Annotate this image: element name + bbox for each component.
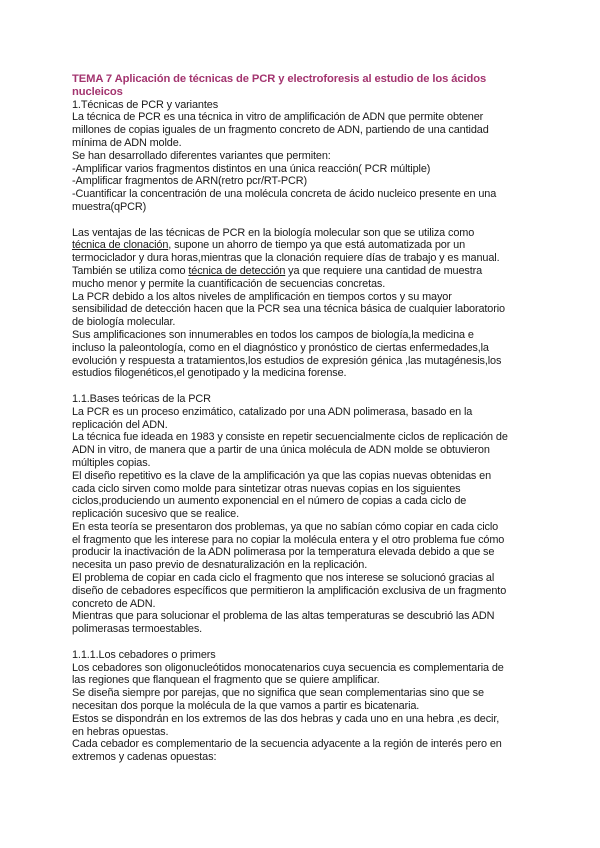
text-line — [72, 572, 542, 585]
text-line — [72, 726, 542, 739]
text-line — [72, 610, 542, 623]
text-segment: El problema de copiar en cada ciclo el fragmento que nos interese se solucionó gracias al — [72, 572, 495, 585]
text-segment: 1.1.1.Los cebadores o primers — [72, 648, 216, 661]
text-line — [72, 227, 542, 240]
text-segment: Mientras que para solucionar el problema de las altas temperaturas se descubrió las ADN — [72, 610, 495, 623]
text-line — [72, 483, 542, 496]
text-line — [72, 470, 542, 483]
text-line — [72, 419, 542, 432]
text-segment: En esta teoría se presentaron dos problemas, ya que no sabían cómo copiar en cada ciclo — [72, 520, 499, 533]
text-line — [72, 559, 542, 572]
section-cebadores — [72, 649, 542, 764]
paragraph-gap — [72, 636, 542, 649]
text-segment: -Amplificar varios fragmentos distintos en una única reacción( PCR múltiple) — [72, 162, 431, 175]
text-line — [72, 457, 542, 470]
text-line — [72, 111, 542, 124]
text-segment: diseño de cebadores específicos que permitieron la amplificación exclusiva de un fragmento — [72, 584, 507, 597]
text-segment: extremos y cadenas opuestas: — [72, 751, 217, 764]
text-line — [72, 713, 542, 726]
text-segment: Sus amplificaciones son innumerables en todos los campos de biología,la medicina e — [72, 328, 474, 341]
text-segment: ciclos,produciendo un aumento exponencial en el número de copias a cada ciclo de — [72, 495, 467, 508]
paragraph-gap — [72, 380, 542, 393]
text-line — [72, 534, 542, 547]
text-line — [72, 521, 542, 534]
text-segment: muestra(qPCR) — [72, 200, 147, 213]
text-segment: replicación sucesivo que se realice. — [72, 508, 239, 521]
text-segment: producir la inactivación de la ADN polimerasa por la temperatura elevada debido a que se — [72, 546, 495, 559]
text-line — [72, 175, 542, 188]
document-title — [72, 73, 542, 99]
text-line — [72, 662, 542, 675]
text-segment: La técnica de PCR es una técnica in vitro de amplificación de ADN que permite obtener — [72, 111, 484, 124]
text-line — [72, 431, 542, 444]
text-line — [72, 265, 542, 278]
text-line — [72, 406, 542, 419]
text-segment: La técnica fue ideada en 1983 y consiste en repetir secuencialmente ciclos de replicación de — [72, 431, 508, 444]
text-segment: La PCR es un proceso enzimático, catalizado por una ADN polimerasa, basado en la — [72, 405, 473, 418]
text-segment: , supone un ahorro de tiempo ya que está automatizada por un — [168, 239, 466, 252]
text-line — [72, 393, 542, 406]
text-segment: 1.1.Bases teóricas de la PCR — [72, 392, 211, 405]
text-segment: mínima de ADN molde. — [72, 136, 182, 149]
text-segment: sensibilidad de detección hacen que la PCR sea una técnica básica de cualquier laboratorio — [72, 303, 505, 316]
text-segment: Los cebadores son oligonucleótidos monocatenarios cuya secuencia es complementaria de — [72, 661, 504, 674]
section-tecnicas-pcr — [72, 99, 542, 214]
text-segment: La PCR debido a los altos niveles de amplificación en tiempos cortos y su mayor — [72, 290, 452, 303]
text-line — [72, 585, 542, 598]
text-segment: evolución y respuesta a tratamientos,los estudios de expresión génica ,las mutagénesis,los — [72, 354, 502, 367]
text-line — [72, 367, 542, 380]
text-line — [72, 252, 542, 265]
text-line — [72, 495, 542, 508]
text-segment: termociclador y dura horas,mientras que la clonación requiere días de trabajo y es manual. — [72, 252, 500, 265]
text-line — [72, 316, 542, 329]
title-line: nucleicos — [72, 85, 123, 98]
text-segment: necesita un paso previo de desnaturalización en la replicación. — [72, 559, 368, 572]
text-segment: cada ciclo sirven como molde para sintetizar otras nuevas copias en los siguientes — [72, 482, 461, 495]
text-line — [72, 342, 542, 355]
text-segment: -Cuantificar la concentración de una molécula concreta de ácido nucleico presente en una — [72, 188, 497, 201]
text-segment: -Amplificar fragmentos de ARN(retro pcr/RT-PCR) — [72, 175, 308, 188]
text-segment: estudios filogenéticos,el genotipado y la medicina forense. — [72, 367, 347, 380]
text-segment: concreto de ADN. — [72, 597, 156, 610]
text-segment: mucho menor y permite la cuantificación de secuencias concretas. — [72, 277, 386, 290]
text-line — [72, 99, 542, 112]
text-segment: También se utiliza como — [72, 264, 189, 277]
text-segment: Las ventajas de las técnicas de PCR en la biología molecular son que se utiliza como — [72, 226, 475, 239]
text-segment: Se han desarrollado diferentes variantes que permiten: — [72, 149, 331, 162]
text-line — [72, 444, 542, 457]
underlined-term: técnica de clonación — [72, 239, 169, 252]
text-line — [72, 738, 542, 751]
text-line — [72, 751, 542, 764]
text-segment: El diseño repetitivo es la clave de la amplificación ya que las copias nuevas obtenidas en — [72, 469, 492, 482]
document-body — [72, 73, 542, 764]
text-line — [72, 303, 542, 316]
text-line — [72, 623, 542, 636]
text-segment: las regiones que flanquean el fragmento que se quiere amplificar. — [72, 674, 380, 687]
section-bases-teoricas — [72, 393, 542, 636]
text-segment: incluso la paleontología, como en el diagnóstico y pronóstico de ciertas enfermedades,la — [72, 341, 489, 354]
text-line — [72, 598, 542, 611]
text-line — [72, 700, 542, 713]
text-line — [72, 188, 542, 201]
text-segment: el fragmento que les interese para no copiar la molécula entera y el otro problema fue cómo — [72, 533, 505, 546]
text-line — [72, 291, 542, 304]
text-line — [72, 674, 542, 687]
text-line — [72, 649, 542, 662]
text-segment: 1.Técnicas de PCR y variantes — [72, 98, 219, 111]
text-segment: ADN in vitro, de manera que a partir de una única molécula de ADN molde se obtuvieron — [72, 444, 490, 457]
text-segment: replicación del ADN. — [72, 418, 168, 431]
text-segment: Estos se dispondrán en los extremos de las dos hebras y cada uno en una hebra ,es decir, — [72, 712, 500, 725]
title-line: TEMA 7 Aplicación de técnicas de PCR y electroforesis al estudio de los ácidos — [72, 73, 487, 85]
text-segment: polimerasas termoestables. — [72, 623, 203, 636]
text-line — [72, 124, 542, 137]
text-line — [72, 239, 542, 252]
text-line — [72, 278, 542, 291]
text-segment: Se diseña siempre por parejas, que no significa que sean complementarias sino que se — [72, 687, 484, 700]
text-segment: múltiples copias. — [72, 456, 151, 469]
text-segment: necesitan dos porque la molécula de la que vamos a partir es bicatenaria. — [72, 700, 420, 713]
text-line — [72, 546, 542, 559]
text-segment: ya que requiere una cantidad de muestra — [285, 264, 483, 277]
section-ventajas-pcr — [72, 227, 542, 381]
text-segment: Cada cebador es complementario de la secuencia adyacente a la región de interés pero en — [72, 738, 502, 751]
text-segment: millones de copias iguales de un fragmento concreto de ADN, partiendo de una cantidad — [72, 124, 489, 137]
text-segment: de biología molecular. — [72, 316, 176, 329]
underlined-term: técnica de detección — [188, 264, 286, 277]
paragraph-gap — [72, 214, 542, 227]
text-line — [72, 355, 542, 368]
text-line — [72, 150, 542, 163]
text-line — [72, 329, 542, 342]
text-line — [72, 508, 542, 521]
text-segment: en hebras opuestas. — [72, 725, 169, 738]
text-line — [72, 687, 542, 700]
text-line — [72, 163, 542, 176]
text-line — [72, 137, 542, 150]
text-line — [72, 201, 542, 214]
